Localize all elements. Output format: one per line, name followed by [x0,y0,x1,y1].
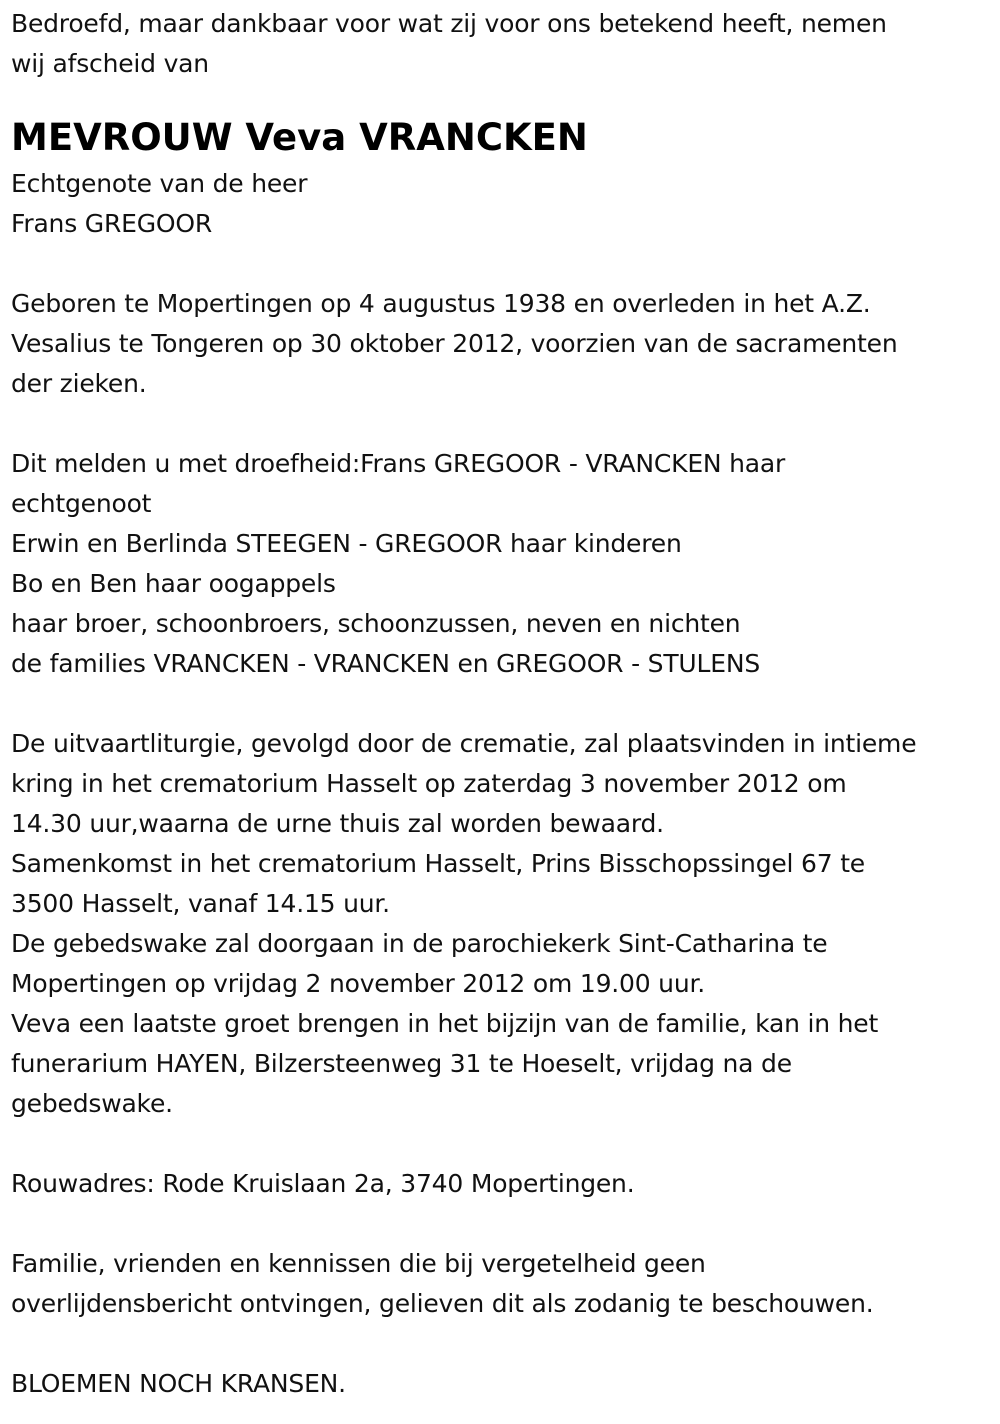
deceased-name: MEVROUW Veva VRANCKEN [11,116,588,159]
notice-paragraph [11,1244,1000,1324]
funeral-line: 14.30 uur,waarna de urne thuis zal worden bewaard. [11,809,664,838]
mourners-line: Erwin en Berlinda STEEGEN - GREGOOR haar kinderen [11,529,682,558]
birth-death-line: Vesalius te Tongeren op 30 oktober 2012, voorzien van de sacramenten [11,329,898,358]
intro-line: wij afscheid van [11,49,209,78]
notice-line: Familie, vrienden en kennissen die bij vergetelheid geen [11,1249,706,1278]
mourners-line: Dit melden u met droefheid:Frans GREGOOR - VRANCKEN haar [11,449,786,478]
intro-line: Bedroefd, maar dankbaar voor wat zij voor ons betekend heeft, nemen [11,9,887,38]
spouse-line: Echtgenote van de heer [11,169,308,198]
funeral-line: De gebedswake zal doorgaan in de parochiekerk Sint-Catharina te [11,929,828,958]
mourners-line: de families VRANCKEN - VRANCKEN en GREGOOR - STULENS [11,649,760,678]
birth-death-paragraph [11,284,1000,404]
paragraph-spacer [11,1124,1000,1164]
funeral-line: 3500 Hasselt, vanaf 14.15 uur. [11,889,390,918]
funeral-line: Samenkomst in het crematorium Hasselt, Prins Bisschopssingel 67 te [11,849,865,878]
funeral-line: kring in het crematorium Hasselt op zaterdag 3 november 2012 om [11,769,847,798]
funeral-line: De uitvaartliturgie, gevolgd door de crematie, zal plaatsvinden in intieme [11,729,917,758]
closing-line: BLOEMEN NOCH KRANSEN. [11,1369,346,1398]
mourning-address: Rouwadres: Rode Kruislaan 2a, 3740 Mopertingen. [11,1169,635,1198]
paragraph-spacer [11,684,1000,724]
mourners-line: echtgenoot [11,489,152,518]
mourners-line: Bo en Ben haar oogappels [11,569,336,598]
funeral-line: funerarium HAYEN, Bilzersteenweg 31 te Hoeselt, vrijdag na de [11,1049,792,1078]
address-paragraph [11,1164,1000,1204]
funeral-paragraph [11,724,1000,1124]
funeral-line: Mopertingen op vrijdag 2 november 2012 om 19.00 uur. [11,969,706,998]
spouse-line: Frans GREGOOR [11,209,213,238]
mourners-paragraph [11,444,1000,684]
paragraph-spacer [11,244,1000,284]
funeral-line: Veva een laatste groet brengen in het bijzijn van de familie, kan in het [11,1009,879,1038]
birth-death-line: der zieken. [11,369,147,398]
paragraph-spacer [11,1324,1000,1364]
notice-line: overlijdensbericht ontvingen, gelieven dit als zodanig te beschouwen. [11,1289,874,1318]
spouse-paragraph [11,164,1000,244]
closing-paragraph [11,1364,1000,1404]
mourners-line: haar broer, schoonbroers, schoonzussen, neven en nichten [11,609,741,638]
birth-death-line: Geboren te Mopertingen op 4 augustus 1938 en overleden in het A.Z. [11,289,871,318]
funeral-line: gebedswake. [11,1089,173,1118]
paragraph-spacer [11,1204,1000,1244]
intro-paragraph [11,4,1000,84]
paragraph-spacer [11,404,1000,444]
